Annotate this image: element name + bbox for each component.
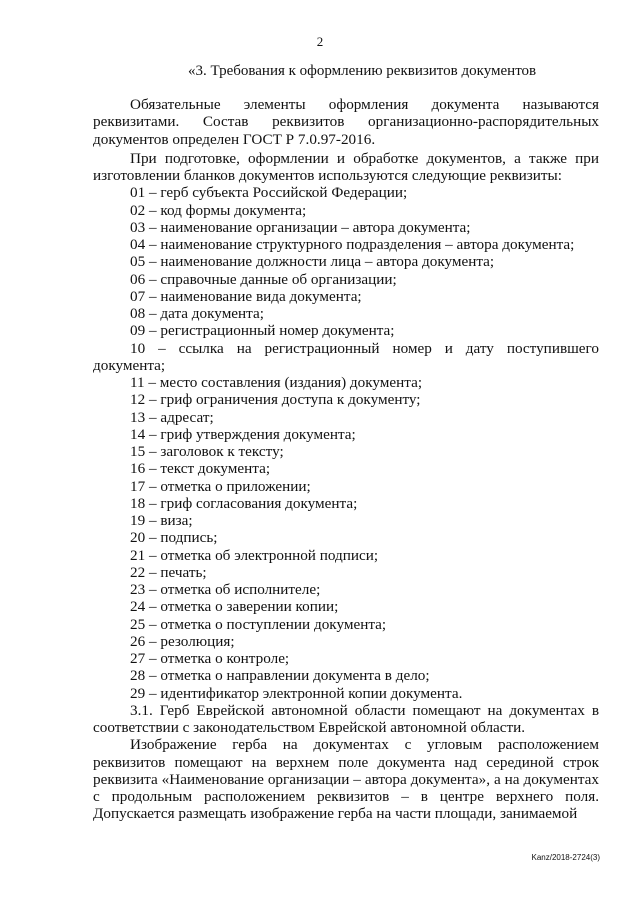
list-item: 01 – герб субъекта Российской Федерации; — [130, 184, 408, 202]
list-item: 06 – справочные данные об организации; — [130, 270, 397, 288]
list-item: 29 – идентификатор электронной копии документа. — [130, 684, 463, 702]
list-item: 17 – отметка о приложении; — [130, 477, 311, 495]
list-item: 24 – отметка о заверении копии; — [130, 598, 339, 616]
list-item: 03 – наименование организации – автора документа; — [130, 218, 471, 236]
list-item: 23 – отметка об исполнителе; — [130, 581, 321, 598]
list-item: 15 – заголовок к тексту; — [130, 443, 284, 460]
list-item: 07 – наименование вида документа; — [130, 287, 362, 305]
list-item: 18 – гриф согласования документа; — [130, 494, 358, 512]
list-item: 26 – резолюция; — [130, 632, 235, 650]
list-item: 21 – отметка об электронной подписи; — [130, 546, 379, 564]
list-item: 05 – наименование должности лица – автора документа; — [130, 253, 495, 271]
intro-paragraph-1: Обязательные элементы оформления документа называются реквизитами. Состав реквизитов организационно-распорядительных документов определен ГОСТ Р 7.0.97-2016. — [93, 96, 599, 148]
list-item: 19 – виза; — [130, 512, 193, 529]
list-item: 22 – печать; — [130, 563, 207, 581]
list-item: 16 – текст документа; — [130, 460, 271, 478]
document-code: Kanz/2018-2724(3) — [531, 853, 600, 862]
list-item: 12 – гриф ограничения доступа к документу; — [130, 391, 421, 409]
section-title: «3. Требования к оформлению реквизитов документов — [188, 63, 537, 79]
list-item: 13 – адресат; — [130, 408, 214, 426]
list-item: 20 – подпись; — [130, 529, 218, 547]
list-item: 10 – ссылка на регистрационный номер и дату поступившего документа; — [93, 339, 599, 374]
list-item: 08 – дата документа; — [130, 305, 264, 322]
clause-3-1-paragraph: 3.1. Герб Еврейской автономной области помещают на документах в соответствии с законодательством Еврейской автономной области. — [93, 701, 599, 736]
list-item: 27 – отметка о контроле; — [130, 650, 290, 667]
page-number: 2 — [316, 34, 324, 49]
list-item: 28 – отметка о направлении документа в дело; — [130, 667, 430, 685]
list-item: 02 – код формы документа; — [130, 201, 307, 219]
list-item: 04 – наименование структурного подразделения – автора документа; — [130, 236, 575, 253]
document-body — [93, 96, 599, 823]
requisites-list — [93, 184, 599, 702]
list-item: 14 – гриф утверждения документа; — [130, 425, 356, 443]
list-item: 09 – регистрационный номер документа; — [130, 322, 395, 340]
list-item: 25 – отметка о поступлении документа; — [130, 615, 387, 633]
intro-paragraph-2: При подготовке, оформлении и обработке документов, а также при изготовлении бланков документов используются следующие реквизиты: — [93, 149, 599, 184]
coat-of-arms-paragraph: Изображение герба на документах с угловым расположением реквизитов помещают на верхнем поле документа над серединой строк реквизита «Наименование организации – автора документа», а на документах с продольным расположением реквизитов – в центре верхнего поля. Допускается размещать изображение герба на части площади, занимаемой — [93, 736, 599, 823]
list-item: 11 – место составления (издания) документа; — [130, 374, 423, 391]
